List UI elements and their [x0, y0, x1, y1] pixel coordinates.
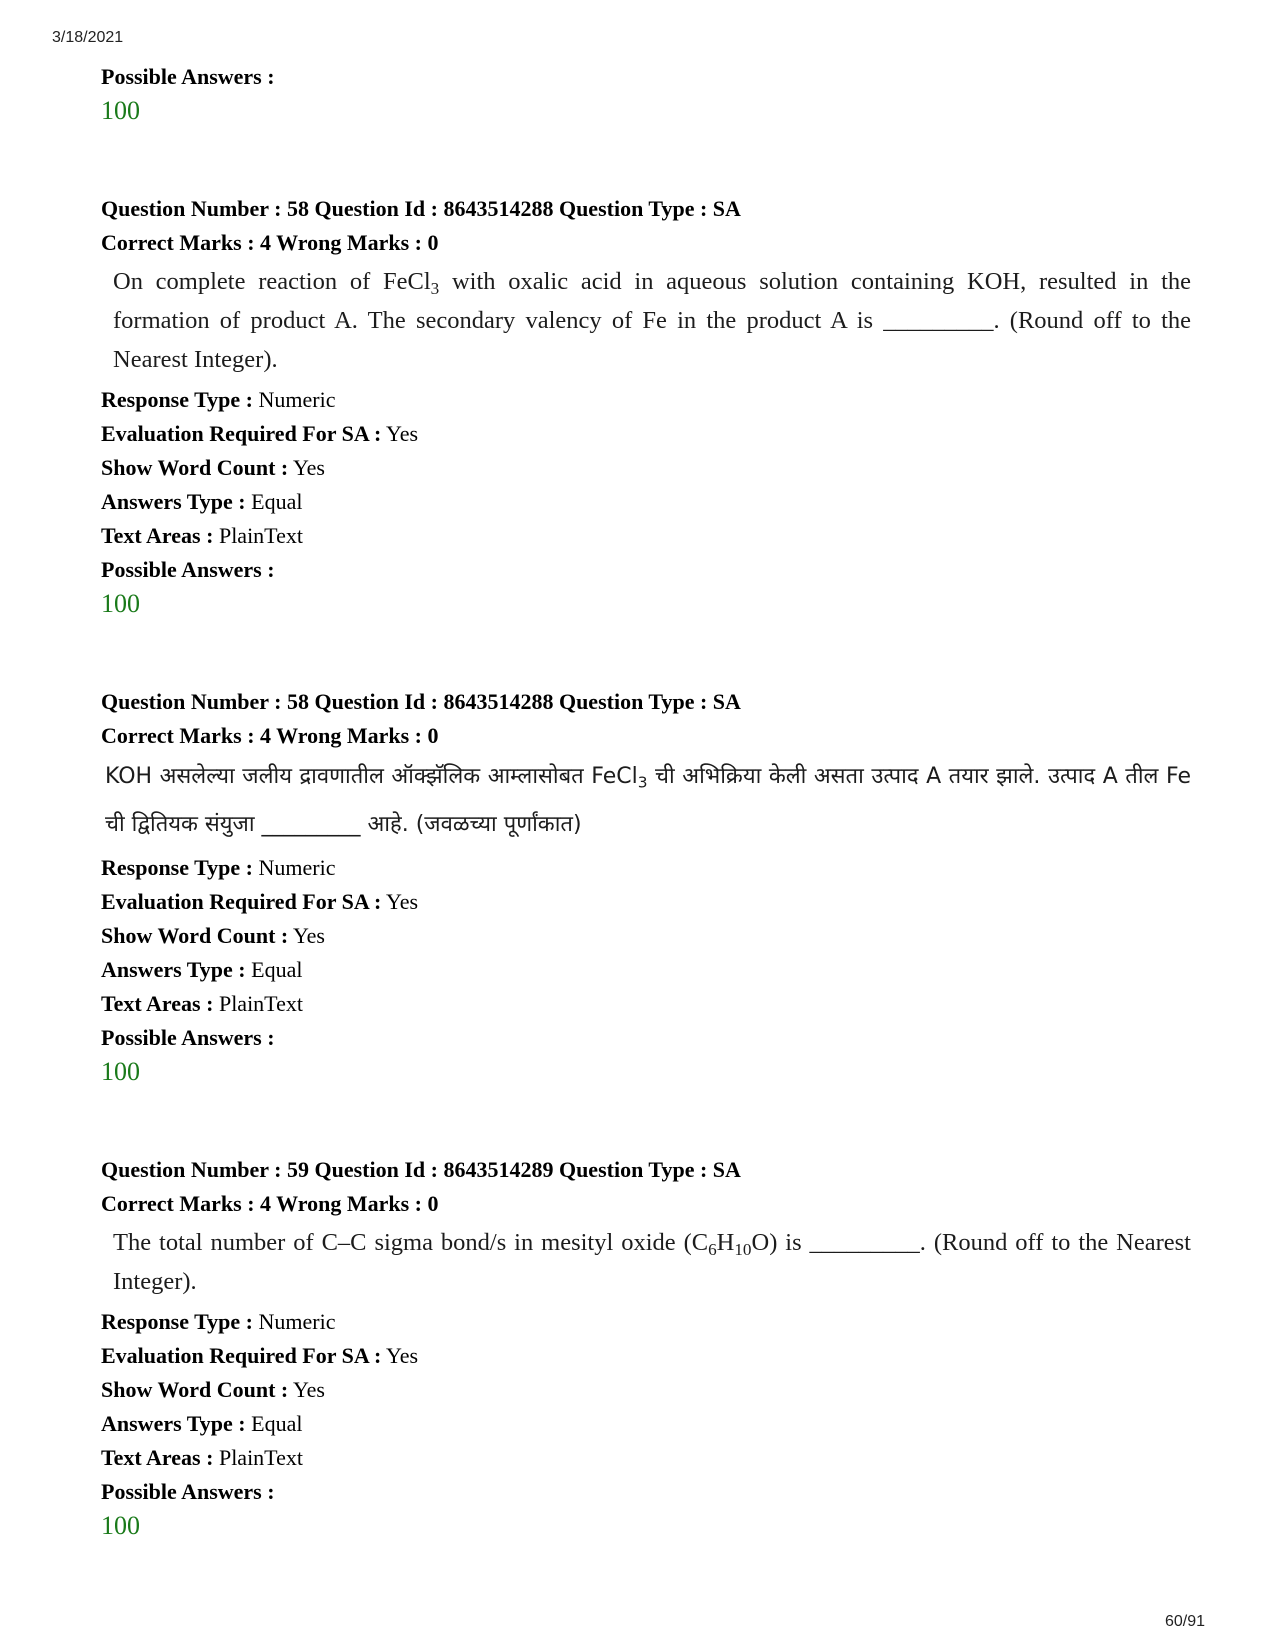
question-59-english	[101, 1153, 1191, 1543]
text-areas: Text Areas : PlainText	[101, 523, 303, 548]
answers-type: Answers Type : Equal	[101, 957, 303, 982]
question-marks: Correct Marks : 4 Wrong Marks : 0	[101, 230, 439, 255]
possible-answer-value: 100	[101, 96, 140, 125]
question-text: KOH असलेल्या जलीय द्रावणातील ऑक्झॅलिक आम्लासोबत FeCl$_3$ ची अभिक्रिया केली असता उत्पाद A तयार झाले. उत्पाद A तील Fe ची द्वितियक संयुजा _________ आहे. (जवळच्या पूर्णांकात)	[105, 764, 1191, 837]
question-header: Question Number : 58 Question Id : 8643514288 Question Type : SA	[101, 196, 741, 221]
question-text: On complete reaction of FeCl$_3$ with oxalic acid in aqueous solution containing KOH, resulted in the formation of product A. The secondary valency of Fe in the product A is _________. (Round off to the Nearest Integer).	[113, 268, 1191, 373]
previous-question-tail	[101, 60, 1191, 128]
answers-type: Answers Type : Equal	[101, 489, 303, 514]
possible-answer-value: 100	[101, 589, 140, 618]
question-58-english	[101, 192, 1191, 621]
possible-answers-label: Possible Answers :	[101, 557, 275, 582]
text-areas: Text Areas : PlainText	[101, 991, 303, 1016]
question-header: Question Number : 58 Question Id : 8643514288 Question Type : SA	[101, 689, 741, 714]
show-word-count: Show Word Count : Yes	[101, 455, 325, 480]
possible-answers-label: Possible Answers :	[101, 1479, 275, 1504]
evaluation-required: Evaluation Required For SA : Yes	[101, 421, 419, 446]
show-word-count: Show Word Count : Yes	[101, 1377, 325, 1402]
question-marks: Correct Marks : 4 Wrong Marks : 0	[101, 723, 439, 748]
response-type: Response Type : Numeric	[101, 387, 336, 412]
question-marks: Correct Marks : 4 Wrong Marks : 0	[101, 1191, 439, 1216]
page-number: 60/91	[1165, 1613, 1206, 1630]
possible-answer-value: 100	[101, 1057, 140, 1086]
response-type: Response Type : Numeric	[101, 1309, 336, 1334]
answers-type: Answers Type : Equal	[101, 1411, 303, 1436]
document-body	[101, 60, 1191, 1543]
text-areas: Text Areas : PlainText	[101, 1445, 303, 1470]
possible-answer-value: 100	[101, 1511, 140, 1540]
question-text: The total number of C–C sigma bond/s in mesityl oxide $(C_6H_{10}O)$ is _________. (Round off to the Nearest Integer).	[113, 1229, 1191, 1295]
print-date: 3/18/2021	[52, 29, 124, 46]
evaluation-required: Evaluation Required For SA : Yes	[101, 1343, 419, 1368]
evaluation-required: Evaluation Required For SA : Yes	[101, 889, 419, 914]
question-header: Question Number : 59 Question Id : 8643514289 Question Type : SA	[101, 1157, 741, 1182]
possible-answers-label: Possible Answers :	[101, 1025, 275, 1050]
show-word-count: Show Word Count : Yes	[101, 923, 325, 948]
possible-answers-label: Possible Answers :	[101, 64, 275, 89]
question-58-marathi	[101, 685, 1191, 1089]
response-type: Response Type : Numeric	[101, 855, 336, 880]
